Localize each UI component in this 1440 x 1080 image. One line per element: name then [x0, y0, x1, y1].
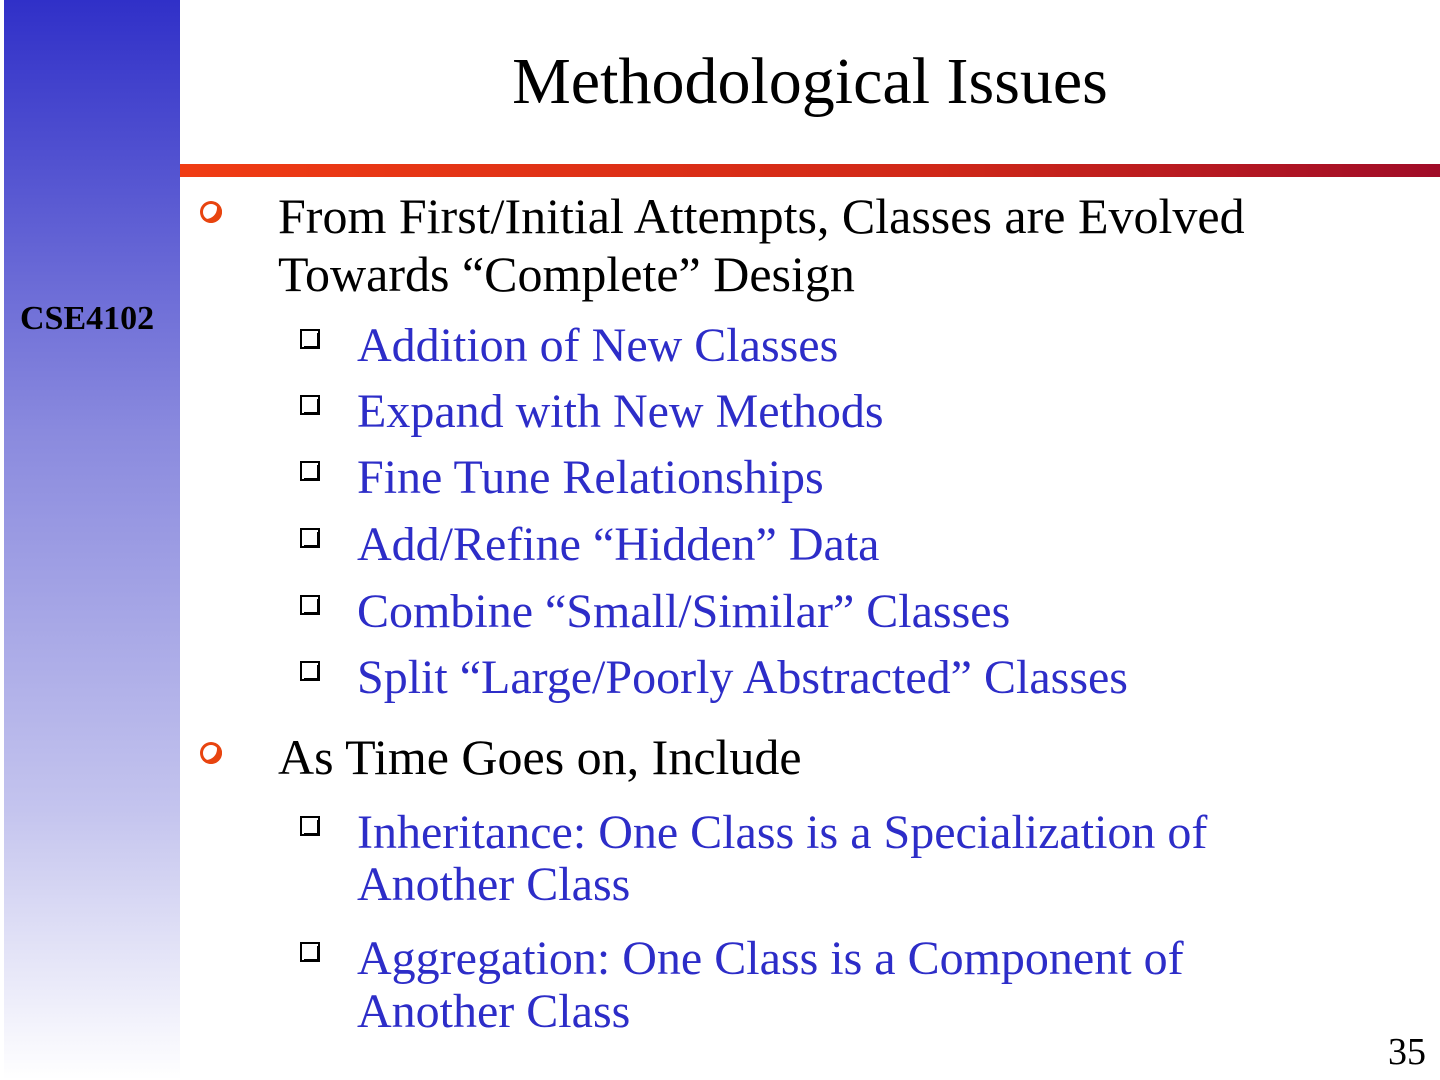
square-bullet-icon — [300, 942, 322, 964]
main-bullet-1-line-2: Towards “Complete” Design — [278, 246, 855, 302]
page-number: 35 — [1388, 1031, 1426, 1073]
sub-bullet-aggregation-line-2: Another Class — [357, 985, 631, 1038]
sub-bullet-split: Split “Large/Poorly Abstracted” Classes — [357, 651, 1128, 704]
sub-bullet-inheritance-line-2: Another Class — [357, 858, 631, 911]
square-bullet-icon — [300, 595, 322, 617]
sub-bullet-inheritance-line-1: Inheritance: One Class is a Specialization of — [357, 806, 1208, 859]
sub-bullet-addition: Addition of New Classes — [357, 319, 839, 372]
square-bullet-icon — [300, 461, 322, 483]
sub-bullet-combine: Combine “Small/Similar” Classes — [357, 585, 1011, 638]
circle-bullet-icon — [200, 201, 222, 223]
sub-bullet-fine-tune: Fine Tune Relationships — [357, 451, 824, 504]
sub-bullet-aggregation-line-1: Aggregation: One Class is a Component of — [357, 932, 1184, 985]
square-bullet-icon — [300, 329, 322, 351]
course-code-label: CSE4102 — [20, 300, 155, 337]
sub-bullet-expand: Expand with New Methods — [357, 385, 884, 438]
title-divider — [180, 164, 1440, 177]
sidebar-gradient — [4, 0, 180, 1080]
main-bullet-1-line-1: From First/Initial Attempts, Classes are Evolved — [278, 188, 1245, 244]
square-bullet-icon — [300, 816, 322, 838]
circle-bullet-icon — [200, 742, 222, 764]
square-bullet-icon — [300, 661, 322, 683]
square-bullet-icon — [300, 528, 322, 550]
sub-bullet-add-refine: Add/Refine “Hidden” Data — [357, 518, 880, 571]
square-bullet-icon — [300, 395, 322, 417]
slide-title: Methodological Issues — [512, 45, 1108, 118]
main-bullet-2: As Time Goes on, Include — [278, 729, 802, 785]
